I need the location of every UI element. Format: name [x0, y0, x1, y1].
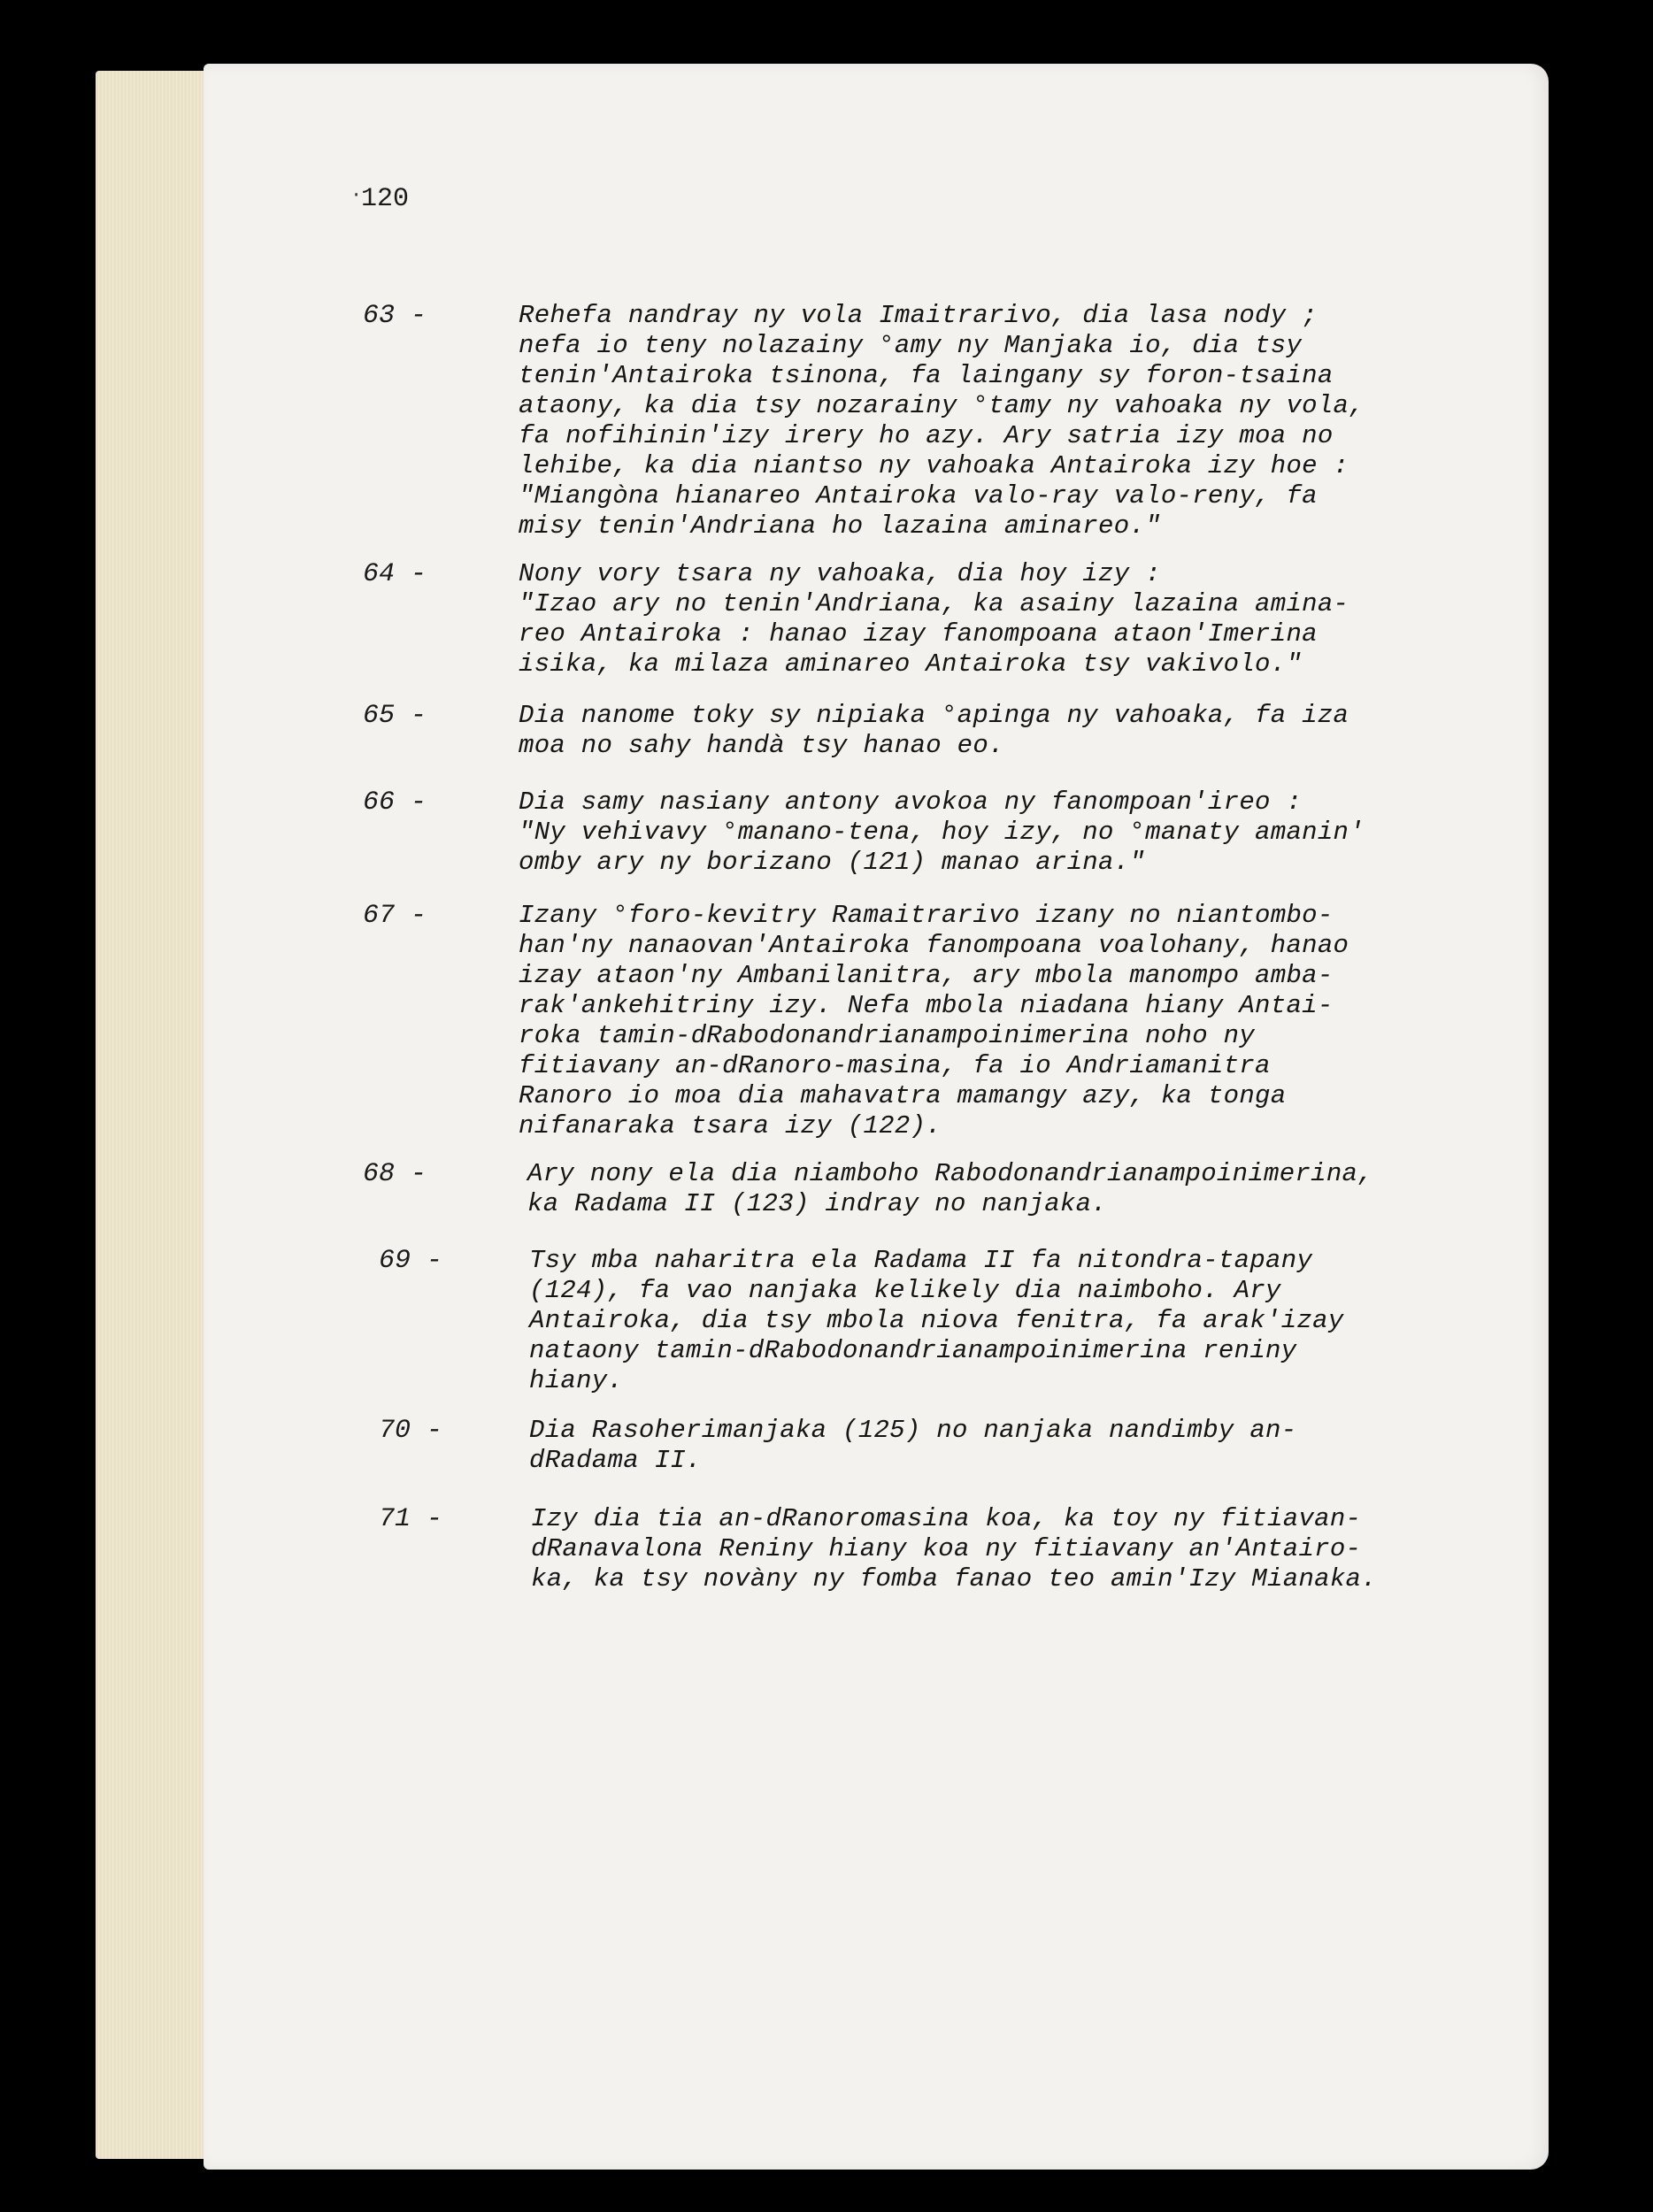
text-line: ka, ka tsy novàny ny fomba fanao teo amin'Izy Mianaka.: [531, 1564, 1377, 1594]
text-line: Tsy mba naharitra ela Radama II fa nitondra-tapany: [529, 1246, 1313, 1275]
text-line: Izany °foro-kevitry Ramaitrarivo izany no niantombo-: [519, 901, 1334, 930]
text-line: hiany.: [529, 1366, 624, 1395]
text-line: ka Radama II (123) indray no nanjaka.: [527, 1189, 1108, 1218]
text-line: Antairoka, dia tsy mbola niova fenitra, fa arak'izay: [529, 1306, 1344, 1335]
paragraph-number: 65 -: [363, 701, 427, 731]
text-line: izay ataon'ny Ambanilanitra, ary mbola manompo amba-: [519, 961, 1334, 990]
paragraph-text: [529, 1246, 1467, 1396]
text-line: fa nofihinin'izy irery ho azy. Ary satria izy moa no: [519, 421, 1334, 450]
paragraph-number: 64 -: [363, 559, 427, 589]
page-number: 120: [361, 184, 410, 214]
paragraph-number: 70 -: [379, 1416, 443, 1446]
paragraph-number: 68 -: [363, 1159, 427, 1189]
text-line: Dia nanome toky sy nipiaka °apinga ny vahoaka, fa iza: [519, 701, 1349, 730]
text-line: nefa io teny nolazainy °amy ny Manjaka io, dia tsy: [519, 331, 1303, 360]
paragraph-number: 69 -: [379, 1246, 443, 1276]
paragraph-text: [529, 1416, 1467, 1476]
text-line: lehibe, ka dia niantso ny vahoaka Antairoka izy hoe :: [519, 451, 1349, 480]
paragraph-text: [519, 301, 1457, 541]
text-line: nataony tamin-dRabodonandrianampoinimerina reniny: [529, 1336, 1297, 1365]
paragraph-text: [527, 1159, 1465, 1219]
text-line: dRanavalona Reniny hiany koa ny fitiavany an'Antairo-: [531, 1534, 1362, 1563]
text-line: nifanaraka tsara izy (122).: [519, 1111, 942, 1141]
paragraph-number: 63 -: [363, 301, 427, 331]
text-line: rak'ankehitriny izy. Nefa mbola niadana hiany Antai-: [519, 991, 1334, 1020]
text-line: misy tenin'Andriana ho lazaina aminareo.": [519, 511, 1161, 541]
paragraph-text: [519, 901, 1457, 1141]
text-line: "Izao ary no tenin'Andriana, ka asainy lazaina amina-: [519, 589, 1349, 618]
text-line: Rehefa nandray ny vola Imaitrarivo, dia lasa nody ;: [519, 301, 1318, 330]
paragraph-text: [531, 1504, 1469, 1594]
text-line: Ranoro io moa dia mahavatra mamangy azy, ka tonga: [519, 1081, 1287, 1110]
text-line: (124), fa vao nanjaka kelikely dia naimboho. Ary: [529, 1276, 1281, 1305]
paragraph-number: 71 -: [379, 1504, 443, 1534]
text-line: dRadama II.: [529, 1446, 702, 1475]
text-line: roka tamin-dRabodonandrianampoinimerina noho ny: [519, 1021, 1256, 1050]
text-line: fitiavany an-dRanoro-masina, fa io Andriamanitra: [519, 1051, 1271, 1080]
text-line: Ary nony ela dia niamboho Rabodonandrianampoinimerina,: [527, 1159, 1373, 1188]
text-line: tenin'Antairoka tsinona, fa laingany sy foron-tsaina: [519, 361, 1334, 390]
paragraph-text: [519, 559, 1457, 680]
text-line: Dia Rasoherimanjaka (125) no nanjaka nandimby an-: [529, 1416, 1297, 1445]
text-line: "Miangòna hianareo Antairoka valo-ray valo-reny, fa: [519, 481, 1318, 511]
text-line: han'ny nanaovan'Antairoka fanompoana voalohany, hanao: [519, 931, 1349, 960]
text-line: "Ny vehivavy °manano-tena, hoy izy, no °manaty amanin': [519, 818, 1365, 847]
page-mark: ·: [350, 184, 363, 206]
text-line: omby ary ny borizano (121) manao arina.": [519, 848, 1146, 877]
text-line: moa no sahy handà tsy hanao eo.: [519, 731, 1004, 760]
paragraph-number: 67 -: [363, 901, 427, 931]
paragraph-text: [519, 701, 1457, 761]
text-line: Izy dia tia an-dRanoromasina koa, ka toy ny fitiavan-: [531, 1504, 1362, 1533]
paragraph-text: [519, 787, 1457, 878]
text-line: reo Antairoka : hanao izay fanompoana ataon'Imerina: [519, 619, 1318, 649]
text-line: ataony, ka dia tsy nozarainy °tamy ny vahoaka ny vola,: [519, 391, 1365, 420]
text-line: Nony vory tsara ny vahoaka, dia hoy izy :: [519, 559, 1161, 588]
text-line: Dia samy nasiany antony avokoa ny fanompoan'ireo :: [519, 787, 1303, 817]
text-line: isika, ka milaza aminareo Antairoka tsy vakivolo.": [519, 649, 1303, 679]
paragraph-number: 66 -: [363, 787, 427, 818]
